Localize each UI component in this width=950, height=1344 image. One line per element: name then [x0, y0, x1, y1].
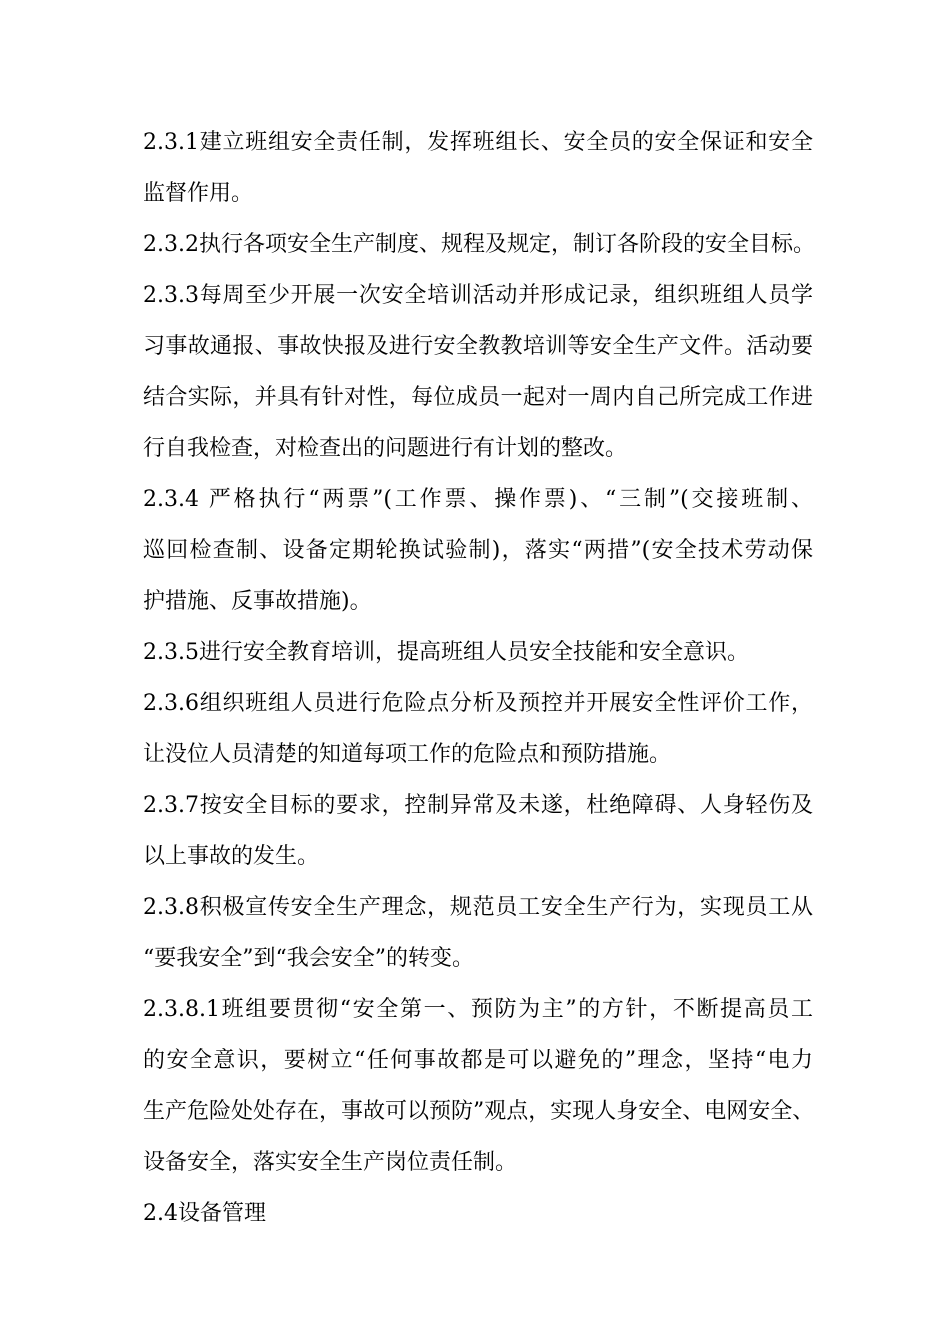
text-line-2-3-3: 2.3.3每周至少开展一次安全培训活动并形成记录，组织班组人员学	[143, 283, 813, 308]
text-line-2-3-3-cont-2: 结合实际，并具有针对性，每位成员一起对一周内自己所完成工作进	[143, 385, 813, 410]
section-heading-2-4: 2.4设备管理	[143, 1201, 266, 1226]
text-line-2-3-3-cont-3: 行自我检查，对检查出的问题进行有计划的整改。	[143, 436, 628, 461]
text-line-2-3-8-1-cont-2: 生产危险处处存在，事故可以预防”观点，实现人身安全、电网安全、	[143, 1099, 815, 1124]
text-line-2-3-8-1-cont-3: 设备安全，落实安全生产岗位责任制。	[143, 1150, 518, 1175]
text-line-2-3-5: 2.3.5进行安全教育培训，提高班组人员安全技能和安全意识。	[143, 640, 749, 665]
text-line-2-3-3-cont-1: 习事故通报、事故快报及进行安全教教培训等安全生产文件。活动要	[143, 334, 813, 359]
text-line-2-3-1: 2.3.1建立班组安全责任制，发挥班组长、安全员的安全保证和安全	[143, 130, 813, 155]
document-page	[143, 117, 813, 1239]
text-line-2-3-7-cont: 以上事故的发生。	[143, 844, 320, 869]
text-line-2-3-8-cont: “要我安全”到“我会安全”的转变。	[143, 946, 474, 971]
text-line-2-3-1-cont: 监督作用。	[143, 181, 254, 206]
text-line-2-3-8-1-cont-1: 的安全意识，要树立“任何事故都是可以避免的”理念，坚持“电力	[143, 1048, 813, 1073]
text-line-2-3-4-cont-1: 巡回检查制、设备定期轮换试验制)，落实“两措”(安全技术劳动保	[143, 538, 813, 563]
text-line-2-3-7: 2.3.7按安全目标的要求，控制异常及未遂，杜绝障碍、人身轻伤及	[143, 793, 813, 818]
text-line-2-3-6-cont: 让没位人员清楚的知道每项工作的危险点和预防措施。	[143, 742, 672, 767]
text-line-2-3-2: 2.3.2执行各项安全生产制度、规程及规定，制订各阶段的安全目标。	[143, 232, 815, 257]
text-line-2-3-4: 2.3.4 严格执行“两票”(工作票、操作票)、“三制”(交接班制、	[143, 487, 813, 512]
text-line-2-3-8-1: 2.3.8.1班组要贯彻“安全第一、预防为主”的方针，不断提高员工	[143, 997, 813, 1022]
text-line-2-3-4-cont-2: 护措施、反事故措施)。	[143, 589, 372, 614]
text-line-2-3-6: 2.3.6组织班组人员进行危险点分析及预控并开展安全性评价工作，	[143, 691, 813, 716]
text-line-2-3-8: 2.3.8积极宣传安全生产理念，规范员工安全生产行为，实现员工从	[143, 895, 813, 920]
